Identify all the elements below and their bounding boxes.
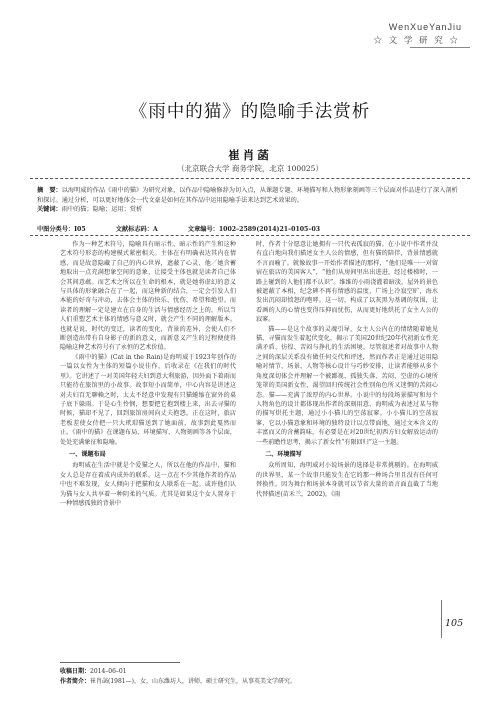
- clc-number: 中图分类号：I05: [37, 226, 86, 233]
- body-column-right: [256, 240, 438, 499]
- body-paragraph: 众所周知，海明威对小说场景的选择是非常挑剔的。在海明威的世界里，某一个故事只能发生在它的那一种场合里且没有任何可替换性。因为舞台和场景本身就可以节省大量的语言面直截了当地代替描述(苗禾兰，2002)。《雨: [256, 462, 438, 498]
- author-affiliation: （北京联合大学 商务学院，北京 100025）: [177, 164, 323, 173]
- keywords-text: 雨中的猫；隐喻；运用；赏析: [61, 206, 143, 213]
- article-author: 崔肖菡: [228, 148, 272, 162]
- document-code: 文献标志码：A: [115, 226, 158, 233]
- abstract-block: [37, 186, 460, 215]
- body-paragraph: 猫——是这个故事的灵魂引导，女主人公内在的情绪随着她见猫、寻猫而发生着起伏变化，揭示了美国20世纪20年代初新女性充满矛盾、彷徨、苦闷与挣扎的生活困境。尽管叙述者对故事中人物之间的深层关系没有做任何交代和评述，然而作者正是通过运用隐喻对情节、场景、人物等核心设计与巧妙安排，让读者能够从多个角度深切体会并理解一个被鄙视、孤独失落、苦闷、空虚的心境所笼罩的美国新女性，渴望回归传统社会性别角色所又迷惘的苦闷心态。猫——充满了浓厚的内心世界。小说中的每段场景描写和每个人物角色的设计都体现出作者的深刻用意，海明威为表述过某与物的描写烘托主题，通过小小猫儿的空荡寂寥。小小猫儿的空荡寂寥，它以小猫意象和环境的独特设计以点带面地，通过文本含义的丰富而又的含蓄韵味，有必要是在对20世纪初西方妇女解放运动的一些前瞻性思考，揭示了新女性“有限回归”这一主题。: [256, 325, 438, 446]
- page-number: 105: [445, 618, 464, 629]
- received-date: [60, 666, 127, 675]
- author-bio-label: 作者简介：: [60, 678, 91, 685]
- classification-line: [37, 224, 460, 233]
- body-paragraph: 时，作者十分愿意让她拥有一只代表孤寂的猫。在小说中作者并没有直白地向我们描述女主人公的情感，但有猫的陪伴，背景情感就不言而喻了。就像故事一开始作者描述的那样，“他们是唯一一对留宿在旅店的美国客人”，“他们从房间里出出进进，经过楼梯时，一路上碰到的人他们都不认识”。维维的小雨浇灌着暗淡，屋外的景色被遮蔽了本相，纪念碑不再有情感的温度，广场上冷寂空旷，海水发出沉闷却愤怒的咆哮。这一切，构成了以灰黑为基调的氛围，让看画的人的心情也变得压抑而忧伤，从而更好地烘托了女主人公的寂寥。: [256, 241, 438, 324]
- footnote-rule: [60, 662, 180, 663]
- keywords-label: 关键词：: [37, 206, 62, 213]
- body-paragraph: 《雨中的猫》(Cat in the Rain)是海明威于1923年创作的一篇以女性为主体的短篇小说佳作，后收录在《在我们的时代里》。它讲述了一对美国年轻夫妇到意大利旅游，因外面下着雨而只能待在旅馆里的小故事。故事短小而简单，中心内容是讲述这对夫妇百无聊赖之时，太太不经意中发现有只猫蜷缩在窗外的桌子底下躲雨。于是心生怜悯，想要把它抱到楼上来，出去寻猫的时候，猫却不见了，回到旅馆房间向丈夫抱怨。正在这时，旅店老板差使女侍把一只大玳瑁猫送到了她面前，故事到此戛然而止。《雨中的猫》在课题布局、环境描写、人物刻画等各个层面，处处充满象征和隐喻。: [60, 353, 236, 446]
- body-paragraph: 海明威在生活中就是个爱猫之人，所以在他的作品中，猫和女人总是存在着成内成外的联系。这一点在不少其他作者的作品中也不难发现，女人倾向于把猫和女人联系在一起。或许他们认为猫与女人共享着一种阴柔的气质。尤其是如果这个女人置身于一种情感孤独的背景中: [60, 462, 236, 507]
- journal-name-cn: ☆ 文 学 研 究 ☆: [373, 36, 460, 46]
- received-label: 收稿日期：: [60, 668, 91, 675]
- page-number-rule: [441, 600, 442, 638]
- section-heading: 二、环境描写: [265, 450, 302, 458]
- header-rule: [410, 47, 470, 48]
- journal-name-en: WenXueYanJiu: [388, 22, 462, 32]
- abstract-top-rule: [30, 178, 470, 179]
- abstract-label: 摘 要：: [37, 187, 62, 194]
- article-title: 《雨中的猫》的隐喻手法赏析: [129, 102, 371, 122]
- author-bio-value: 崔肖菡(1981—)，女，山东潍坊人，讲师，硕士研究生，从事英美文学研究。: [90, 678, 296, 685]
- author-bio: [60, 676, 296, 685]
- body-column-left: [60, 240, 236, 508]
- abstract-text: 以海明威的作品《雨中的猫》为研究对象，以作品中隐喻修辞为切入点，从课题专题、环境描写和人物形象刻画等三个层面对作品进行了深入剖析和探讨。通过分析，可以更好地体会一代文豪是如何在其作品中运用隐喻手法来达到艺术效果的。: [37, 187, 458, 204]
- section-heading: 一、课题布局: [69, 450, 106, 458]
- abstract-bottom-rule: [30, 235, 470, 236]
- body-paragraph: 作为一种艺术符号，隐喻具有暗示性、暗示性的产生和这种艺术符号形态的构建模式紧密相关。主体在有明确表达其内在情感，而是故意隐藏了自己的内心世界，遮蔽了心灵、他／她含蓄地取出一点充满想象空间的意象，让接受主体也就是读者自己体会其间意蕴。而艺术之所以在生命的根本，就是她将虚幻的意义与具体的形象融合在了一起，而这种新的结合，一定会引发人们本能的好奇与冲动，去体会主体的快乐、忧伤、希望和绝望。而读者的理解一定是建立在自身的生活与情感经历之上的，所以当人们重塑艺术主体的情感与意义时，就会产生不同的理解版本。也就是说，时代的变迁，读者的变化，背景的差异，会使人们不断创造出带有自身影子的新的意义，而新意义产生的过程便使得隐喻这种艺术符号有了永恒的艺术价值。: [60, 241, 236, 352]
- article-number: 文章编号：1002–2589(2014)21–0105–03: [187, 226, 321, 233]
- received-value: 2014–06–01: [90, 668, 127, 675]
